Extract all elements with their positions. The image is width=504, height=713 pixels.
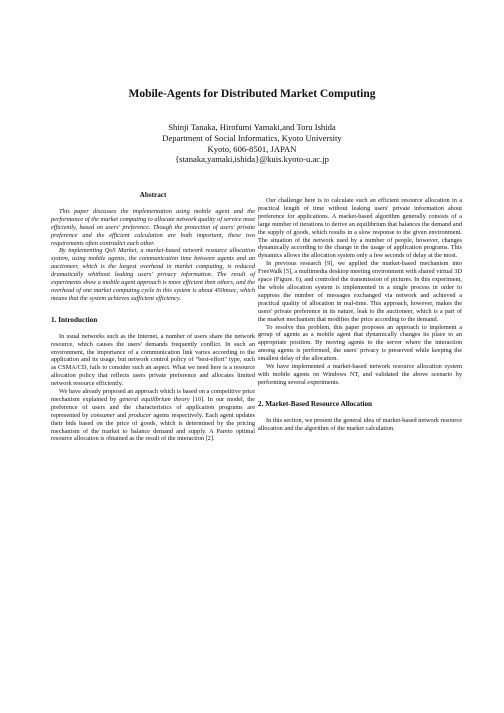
intro-paragraph-1: In usual networks such as the Internet, a number of users share the network resource, which causes the users' demands frequently conflict. In such an environment, the importance of a communication link varies according to the application and its usage, but network control policy of "best-effort" type, such as CSMA/CD, fails to consider such an aspect. What we need here is a resource allocation policy that reflects users private preference and allocates limited network resource efficiently. (51, 332, 255, 388)
author-address: Kyoto, 606-8501, JAPAN (207, 143, 297, 154)
intro-p2-text-c: and (115, 411, 129, 419)
intro-p2-text-b: [10]. In our model, the preference of users and the characteristics of application programs are represented by (51, 395, 255, 419)
abstract-body (51, 208, 255, 303)
intro-p2-text-a: We have already proposed an approach which is based on a competitive price mechanism explained by (51, 388, 255, 403)
intro-p2-term-producer: producer (128, 411, 152, 419)
right-paragraph-1: Our challenge here is to calculate such an efficient resource allocation in a practical length of time without leaking users' private information about preference for applications. A market-based algorithm generally consists of a large number of iterations to derive an equilibrium that balances the demand and the supply of goods, which results in a slow response to the given environment. The situation of the network used by a number of people, however, changes dynamically according to the change in the usage of application programs. This dynamics allows the allocation system only a few seconds of delay at the most. (258, 197, 462, 260)
abstract-paragraph-1: This paper discusses the implementation using mobile agent and the performance of the market computing to allocate network quality of service most efficiently, based on users' preference. Though the protection of users' private preference and the efficient calculation are both important, these two requirements often contradict each other. (51, 207, 255, 247)
right-paragraph-4: We have implemented a market-based network resource allocation system with mobile agents on Windows NT, and validated the above scenario by performing several experiments. (258, 363, 462, 386)
intro-p2-term-consumer: consumer (90, 411, 116, 419)
paper-title: Mobile-Agents for Distributed Market Computing (128, 88, 376, 100)
author-names: Shinji Tanaka, Hirofumi Yamaki,and Toru Ishida (168, 122, 336, 132)
left-column (51, 192, 255, 443)
intro-p2-text-d: agents respectively. Each agent updates their bids based on the price of goods, which is determined by the pricing mechanism of the market to balance demand and supply. A Pareto optimal resource allocation is obtained as the result of the interaction [2]. (51, 411, 255, 443)
author-department: Department of Social Informatics, Kyoto University (162, 132, 342, 143)
section-2-paragraph-1: In this section, we present the general idea of market-based network resource allocation and the algorithm of the market calculation. (258, 416, 462, 432)
section-2-heading: 2. Market-Based Resource Allocation (258, 399, 373, 408)
author-block (0, 122, 504, 165)
right-paragraph-3: To resolve this problem, this paper proposes an approach to implement a group of agents as a mobile agent that dynamically changes its place to an appropriate position. By moving agents to the server where the interaction among agents is performed, the users' privacy is preserved while keeping the smallest delay of the allocation. (258, 323, 462, 363)
abstract-paragraph-2: By implementing QoS Market, a market-based network resource allocation system, using mobile agents, the communication time between agents and an auctioneer, which is the largest overhead in market computing, is reduced dramatically whithout leaking users' privacy information. The result of experiments show a mobile agent approach is more efficient then others, and the overhead of one market computing cycle in this system is about 450msec, which means that the system achieves sufficient efficiency. (51, 247, 255, 302)
section-1-heading: 1. Introduction (51, 315, 98, 324)
right-column (258, 197, 462, 432)
right-paragraph-2: In previous research [9], we applied the market-based mechanism into FreeWalk [5], a multimedia desktop meeting environment with shared virtual 3D space (Figure. 6), and controled the transmission of pictures. In this experiment, the whole allocation system is implemented in a single process in order to suppress the number of messages exchanged via network and achieved a practical quality of allocation in real-time. This approach, however, makes the users' private preference in its nature, leak to the auctioneer, which is a part of the market mechanism that modifies the price according to the demand. (258, 260, 462, 323)
author-email: {stanaka,yamaki,ishida}@kuis.kyoto-u.ac.jp (175, 154, 329, 165)
intro-paragraph-2 (51, 388, 255, 443)
abstract-heading: Abstract (139, 191, 167, 199)
intro-p2-term-general-equilibrium: general equilibrium theory (119, 395, 190, 403)
